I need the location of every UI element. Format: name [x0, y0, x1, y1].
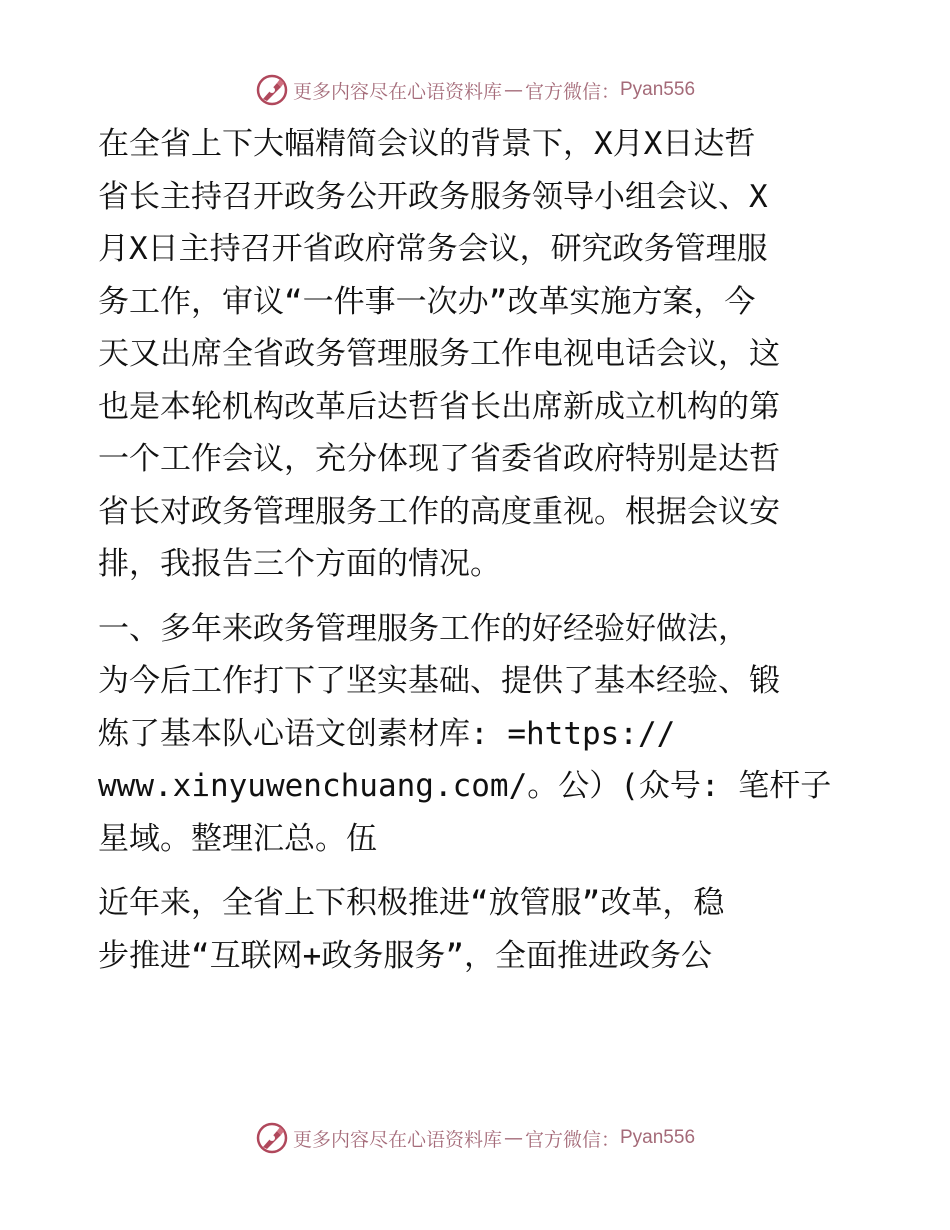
watermark-separator: —	[503, 1127, 523, 1149]
document-body	[98, 118, 868, 982]
watermark-header	[0, 70, 950, 110]
watermark-separator: —	[503, 79, 523, 101]
paragraph-intro	[98, 118, 868, 591]
text-line: 一、多年来政务管理服务工作的好经验好做法，	[98, 610, 749, 647]
text-line: 近年来，全省上下积极推进“放管服”改革，稳	[98, 885, 725, 921]
text-line: 在全省上下大幅精简会议的背景下，X月X日达哲	[98, 126, 756, 162]
text-line: 省长对政务管理服务工作的高度重视。根据会议安	[98, 493, 780, 530]
text-line: 步推进“互联网+政务服务”，全面推进政务公	[98, 937, 712, 974]
text-line: 炼了基本队心语文创素材库: =https://	[98, 715, 676, 752]
text-line: 为今后工作打下了坚实基础、提供了基本经验、锻	[98, 663, 780, 699]
text-line: 排，我报告三个方面的情况。	[98, 546, 501, 582]
watermark-text: 更多内容尽在心语资料库	[292, 80, 502, 103]
watermark-contact: 官方微信：	[524, 80, 620, 103]
pen-logo-icon	[255, 73, 289, 107]
text-line: www.xinyuwenchuang.com/。公）(众号: 笔杆子	[98, 768, 832, 804]
text-line: 天又出席全省政务管理服务工作电视电话会议，这	[98, 336, 780, 372]
watermark-handle: Pyan556	[620, 1127, 696, 1148]
text-line: 月X日主持召开省政府常务会议，研究政务管理服	[98, 231, 768, 267]
watermark-footer	[0, 1118, 950, 1158]
paragraph-section-one	[98, 603, 868, 866]
watermark-contact: 官方微信：	[524, 1128, 620, 1151]
text-line: 也是本轮机构改革后达哲省长出席新成立机构的第	[98, 388, 780, 425]
text-line: 星域。整理汇总。伍	[98, 820, 377, 857]
watermark-handle: Pyan556	[620, 79, 696, 100]
watermark-text: 更多内容尽在心语资料库	[292, 1128, 502, 1151]
text-line: 省长主持召开政务公开政务服务领导小组会议、X	[98, 178, 768, 215]
paragraph-recent-years	[98, 877, 868, 982]
text-line: 一个工作会议，充分体现了省委省政府特别是达哲	[98, 441, 780, 477]
text-line: 务工作，审议“一件事一次办”改革实施方案，今	[98, 283, 756, 320]
pen-logo-icon	[255, 1121, 289, 1155]
